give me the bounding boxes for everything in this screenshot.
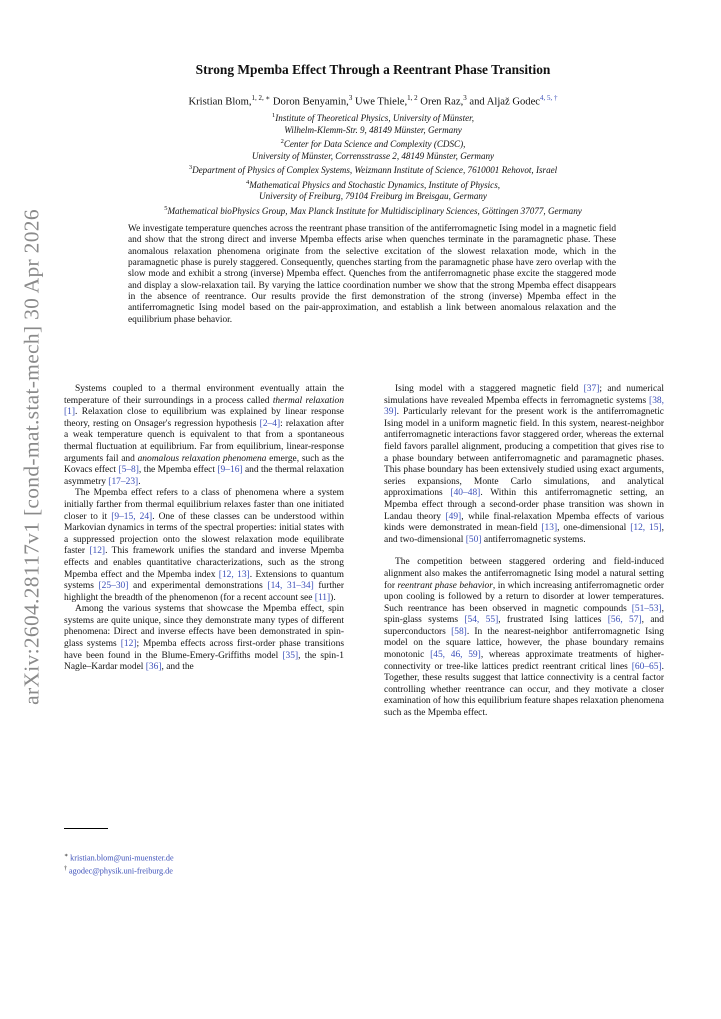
affiliation-line	[60, 110, 686, 125]
citation-link[interactable]: [56, 57]	[607, 615, 642, 626]
body-column-right	[384, 384, 664, 720]
paragraph-text: . One of these classes can be understood within Markovian dynamics in terms of the spectral properties: initial states with a suppressed projection onto the slowest relaxation mode equilibrate faster	[64, 511, 344, 557]
paragraph-text: , spin-glass systems	[384, 603, 664, 626]
paragraph-text: further highlight the breadth of the phenomenon (for a recent account see	[64, 581, 345, 603]
affiliation-text: University of Münster, Corrensstrasse 2, 48149 Münster, Germany	[251, 150, 495, 161]
citation-link[interactable]: [36]	[145, 662, 162, 673]
paragraph-text: .	[138, 476, 141, 487]
affiliation-marker: 1	[272, 112, 276, 119]
citation-link[interactable]: [12]	[89, 546, 106, 557]
paragraph-text: ).	[330, 592, 336, 603]
author-affiliation-marker: 1, 2	[407, 94, 418, 102]
paragraph-text: , frustrated Ising lattices	[498, 615, 608, 626]
author-affiliation-marker: 1, 2, ∗	[251, 94, 271, 102]
citation-link[interactable]: [49]	[445, 511, 462, 522]
affiliation-text: Institute of Theoretical Physics, University of Münster,	[275, 113, 474, 124]
citation-link[interactable]: [14, 31–34]	[267, 581, 314, 592]
citation-link[interactable]: [40–48]	[450, 488, 481, 499]
citation-link[interactable]: [58]	[451, 626, 467, 637]
author-affiliation-marker: 4, 5, †	[539, 94, 558, 102]
citation-link[interactable]: [35]	[282, 650, 299, 661]
citation-link[interactable]: [51–53]	[631, 603, 662, 614]
abstract: We investigate temperature quenches across the reentrant phase transition of the antiferromagnetic Ising model in a magnetic field and show that the strong direct and inverse Mpemba effects arise when quenches terminate in the paramagnetic phase. These anomalous relaxation phenomena originate from the selective excitation of the slowest relaxation mode, which in the paramagnetic phase is purely staggered. Consequently, quenches starting from the paramagnetic phase have zero overlap with the slow mode and exhibit a strong (inverse) Mpemba effect. Quenches from the antiferromagnetic phase excite the staggered mode and display a slow-relaxation tail. By varying the lattice coordination number we show that the strong Mpemba effect disappears in the absence of reentrance. Our results provide the first demonstration of the strong (inverse) Mpemba effect in the antiferromagnetic Ising model based on the pair-approximation, and establish a link between anomalous relaxation and the equilibrium phase behavior.	[128, 224, 616, 325]
footnote-email-link[interactable]: kristian.blom@uni-muenster.de	[70, 853, 174, 863]
paragraph-text: . Relaxation close to equilibrium was explained by linear response theory, resting on Onsager's regression hypothesis	[64, 407, 344, 429]
author-affiliation-marker: 3	[348, 94, 353, 102]
author-name: and Aljaž Godec	[466, 96, 540, 108]
footnote-marker: †	[64, 865, 67, 872]
affiliation-marker: 4	[245, 178, 250, 186]
citation-link[interactable]: [12, 15]	[630, 523, 662, 534]
affiliation-text: Department of Physics of Complex Systems, Weizmann Institute of Science, 7610001 Rehovot, Israel	[192, 165, 558, 176]
author-list	[60, 94, 686, 108]
paragraph-text: . Within this antiferromagnetic setting, an Mpemba effect through a second-order phase transition was shown in Landau theory	[384, 488, 664, 522]
footnote-email-link[interactable]: agodec@physik.uni-freiburg.de	[69, 866, 173, 876]
paragraph-text: Among the various systems that showcase the Mpemba effect, spin systems are quite unique, since they demonstrate many types of different phenomena: Direct and inverse effects have been demonstrated in spin-glass systems	[64, 604, 344, 650]
footnote-marker: ∗	[64, 853, 69, 859]
author-name: Uwe Thiele,	[352, 96, 408, 108]
paragraph-text: . This framework unifies the standard and inverse Mpemba effects and enables quantitative characterizations, such as the strong Mpemba effect and the Mpemba index	[64, 546, 344, 580]
paragraph-text: , and two-dimensional	[384, 523, 664, 545]
footnote-item	[64, 864, 174, 877]
affiliation-line	[60, 203, 686, 218]
paragraph-text: . In the nearest-neighbor antiferromagnetic Ising model on the square lattice, however, the phase boundary remains monotonic	[384, 626, 664, 661]
citation-link[interactable]: [60–65]	[631, 661, 662, 672]
emphasis-text: reentrant phase behavior	[397, 580, 493, 591]
paper-title: Strong Mpemba Effect Through a Reentrant Phase Transition	[195, 62, 551, 77]
citation-link[interactable]: [2–4]	[259, 418, 281, 429]
paragraph-text: , and superconductors	[384, 615, 664, 637]
affiliation-list	[60, 110, 686, 217]
footnote-item	[64, 851, 174, 864]
paragraph-text: , in which increasing antiferromagnetic order upon cooling is followed by a return to disorder at lower temperatures. Such reentrance has been observed in magnetic compounds	[384, 580, 664, 614]
affiliation-line	[60, 177, 686, 192]
affiliation-line	[60, 162, 686, 177]
author-name: Doron Benyamin,	[270, 96, 349, 108]
footnotes	[64, 851, 174, 876]
author-affiliation-marker: 3	[463, 94, 467, 102]
body-paragraph	[64, 488, 344, 604]
affiliation-text: University of Freiburg, 79104 Freiburg im Breisgau, Germany	[259, 191, 487, 202]
affiliation-line	[60, 125, 686, 137]
paragraph-text: , the spin-1 Nagle–Kardar model	[64, 650, 345, 673]
body-paragraph	[64, 384, 344, 488]
paragraph-text: , one-dimensional	[557, 523, 631, 534]
citation-link[interactable]: [1]	[64, 407, 76, 418]
affiliation-line	[60, 191, 686, 203]
body-paragraph	[384, 557, 664, 719]
body-paragraph	[64, 604, 344, 674]
citation-link[interactable]: [38, 39]	[384, 395, 664, 418]
author-name: Kristian Blom,	[188, 96, 252, 108]
affiliation-text: Wilhelm-Klemm-Str. 9, 48149 Münster, Germany	[284, 124, 462, 135]
paragraph-text: and experimental demonstrations	[128, 581, 268, 592]
paragraph-text: The competition between staggered ordering and field-induced alignment also makes the antiferromagnetic Ising model a natural setting for	[384, 557, 664, 591]
affiliation-line	[60, 136, 686, 151]
paragraph-text: The Mpemba effect refers to a class of phenomena where a system initially farther from thermal equilibrium relaxes faster than one initiated closer to it	[64, 488, 344, 522]
citation-link[interactable]: [54, 55]	[464, 615, 499, 626]
emphasis-text: thermal relaxation	[272, 395, 344, 406]
paragraph-text: , and the	[161, 662, 194, 673]
citation-link[interactable]: [50]	[465, 534, 482, 545]
author-name: Oren Raz,	[417, 96, 464, 108]
arxiv-stamp	[14, 209, 50, 705]
paragraph-text: and the thermal relaxation asymmetry	[64, 465, 344, 487]
affiliation-marker: 5	[164, 204, 168, 212]
arxiv-id: arXiv:2604.28117v1 [cond-mat.stat-mech] 30 Apr 2026	[19, 209, 44, 705]
citation-link[interactable]: [25–30]	[98, 581, 129, 592]
paragraph-text: . Extensions to quantum systems	[64, 569, 344, 592]
citation-link[interactable]: [11]	[314, 592, 331, 603]
paragraph-text: ; and numerical simulations have revealed Mpemba effects in ferromagnetic systems	[384, 384, 664, 406]
citation-link[interactable]: [17–23]	[108, 476, 139, 487]
paragraph-text: . Together, these results suggest that lattice connectivity is a central factor controlling whether reentrance can occur, and they motivate a closer examination of how this equilibrium feature shapes relaxation phenomena such as the Mpemba effect.	[384, 661, 664, 719]
paragraph-text: antiferromagnetic systems.	[481, 534, 586, 545]
citation-link[interactable]: [12]	[120, 639, 137, 650]
citation-link[interactable]: [37]	[583, 384, 600, 394]
citation-link[interactable]: [45, 46, 59]	[430, 650, 481, 661]
affiliation-marker: 3	[188, 164, 193, 172]
body-column-left	[64, 384, 344, 674]
citation-link[interactable]: [12, 13]	[218, 569, 250, 580]
footnote-divider	[64, 828, 108, 829]
paragraph-text: , the Mpemba effect	[138, 465, 218, 476]
affiliation-line	[60, 151, 686, 163]
paragraph-text: . Particularly relevant for the present work is the antiferromagnetic Ising model in a uniform magnetic field. In this system, nearest-neighbor antiferromagnetic interactions favor staggered order, whereas the external field favors parallel alignment, producing a competition that gives rise to a phase boundary between antiferromagnetic and paramagnetic phases. This phase boundary has been extensively studied using exact arguments, series expansions, Monte Carlo simulations, and analytical approximations	[384, 407, 664, 499]
affiliation-text: Mathematical bioPhysics Group, Max Planck Institute for Multidisciplinary Sciences, Göttingen 37077, Germany	[167, 205, 582, 216]
paragraph-text: Systems coupled to a thermal environment eventually attain the temperature of their surroundings in a process called	[64, 384, 344, 406]
paragraph-text: : relaxation after a weak temperature quench is equivalent to that from a spontaneous thermal fluctuation at equilibrium. Far from equilibrium, linear-response arguments fail and	[64, 418, 344, 464]
paragraph-text: ; Mpemba effects across first-order phase transitions have been found in the Blume-Emery-Griffiths model	[64, 639, 345, 661]
citation-link[interactable]: [5–8]	[118, 465, 139, 476]
paragraph-text: , while final-relaxation Mpemba effects of various kinds were demonstrated in mean-field	[384, 511, 664, 534]
citation-link[interactable]: [13]	[541, 523, 558, 534]
affiliation-text: Mathematical Physics and Stochastic Dynamics, Institute of Physics,	[249, 179, 501, 190]
paragraph-text: emerge, such as the Kovacs effect	[64, 453, 344, 476]
citation-link[interactable]: [9–16]	[217, 465, 243, 476]
paragraph-text: , whereas approximate treatments of higher-connectivity or tree-like lattices predict reentrant critical lines	[384, 650, 664, 672]
affiliation-text: Center for Data Science and Complexity (CDSC),	[283, 139, 466, 150]
paragraph-text: Ising model with a staggered magnetic field	[395, 384, 584, 394]
emphasis-text: anomalous relaxation phenomena	[137, 453, 267, 464]
affiliation-marker: 2	[280, 138, 284, 146]
citation-link[interactable]: [9–15, 24]	[111, 511, 153, 522]
body-paragraph	[384, 384, 664, 546]
